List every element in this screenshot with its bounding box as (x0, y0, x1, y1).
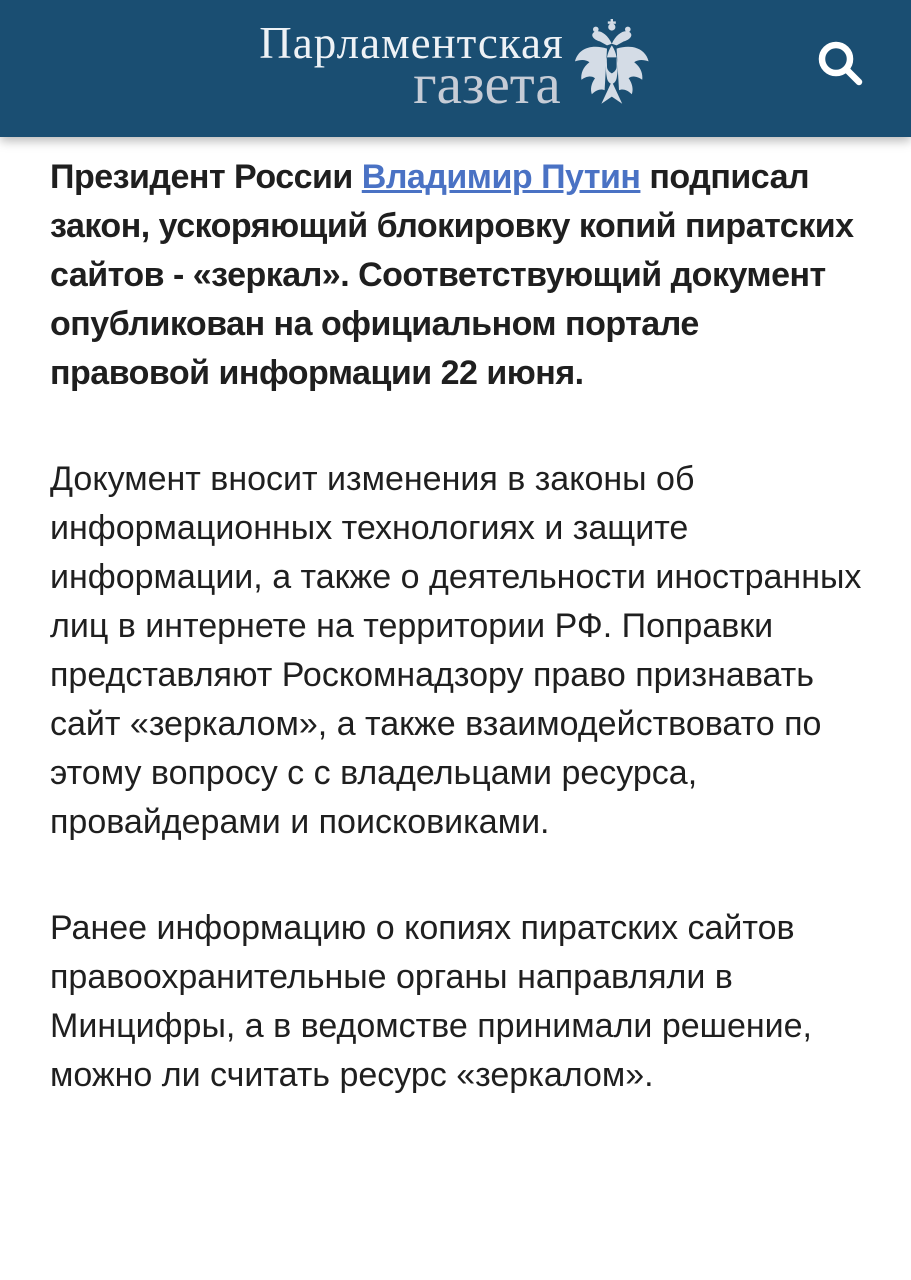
search-icon (815, 38, 867, 90)
article-lead (50, 153, 867, 398)
lead-text-before-link: Президент России (50, 158, 362, 196)
article-paragraph: Документ вносит изменения в законы об информационных технологиях и защите информации, а также о деятельности иностранных лиц в интернете на территории РФ. Поправки представляют Роскомнадзору право признавать сайт «зеркалом», а также взаимодействовато по этому вопросу с с владельцами ресурса, провайдерами и поисковиками. (50, 460, 862, 841)
logo-line2: газета (413, 53, 561, 117)
article-paragraph: Ранее информацию о копиях пиратских сайтов правоохранительные органы направляли в Минцифры, а в ведомстве принимали решение, можно ли считать ресурс «зеркалом». (50, 909, 812, 1094)
person-link[interactable]: Владимир Путин (361, 158, 641, 196)
search-button[interactable] (815, 38, 867, 93)
logo[interactable] (259, 15, 651, 115)
double-headed-eagle-emblem-icon (572, 19, 652, 115)
app-header (0, 0, 911, 137)
logo-text (259, 18, 564, 117)
logo-line1: Парламентская (259, 18, 564, 69)
article-body (0, 137, 911, 1100)
lead-text-after-link: подписал закон, ускоряющий блокировку копий пиратских сайтов - «зеркал». Соответствующий документ опубликован на официальном портале правовой информации 22 июня. (50, 158, 854, 392)
